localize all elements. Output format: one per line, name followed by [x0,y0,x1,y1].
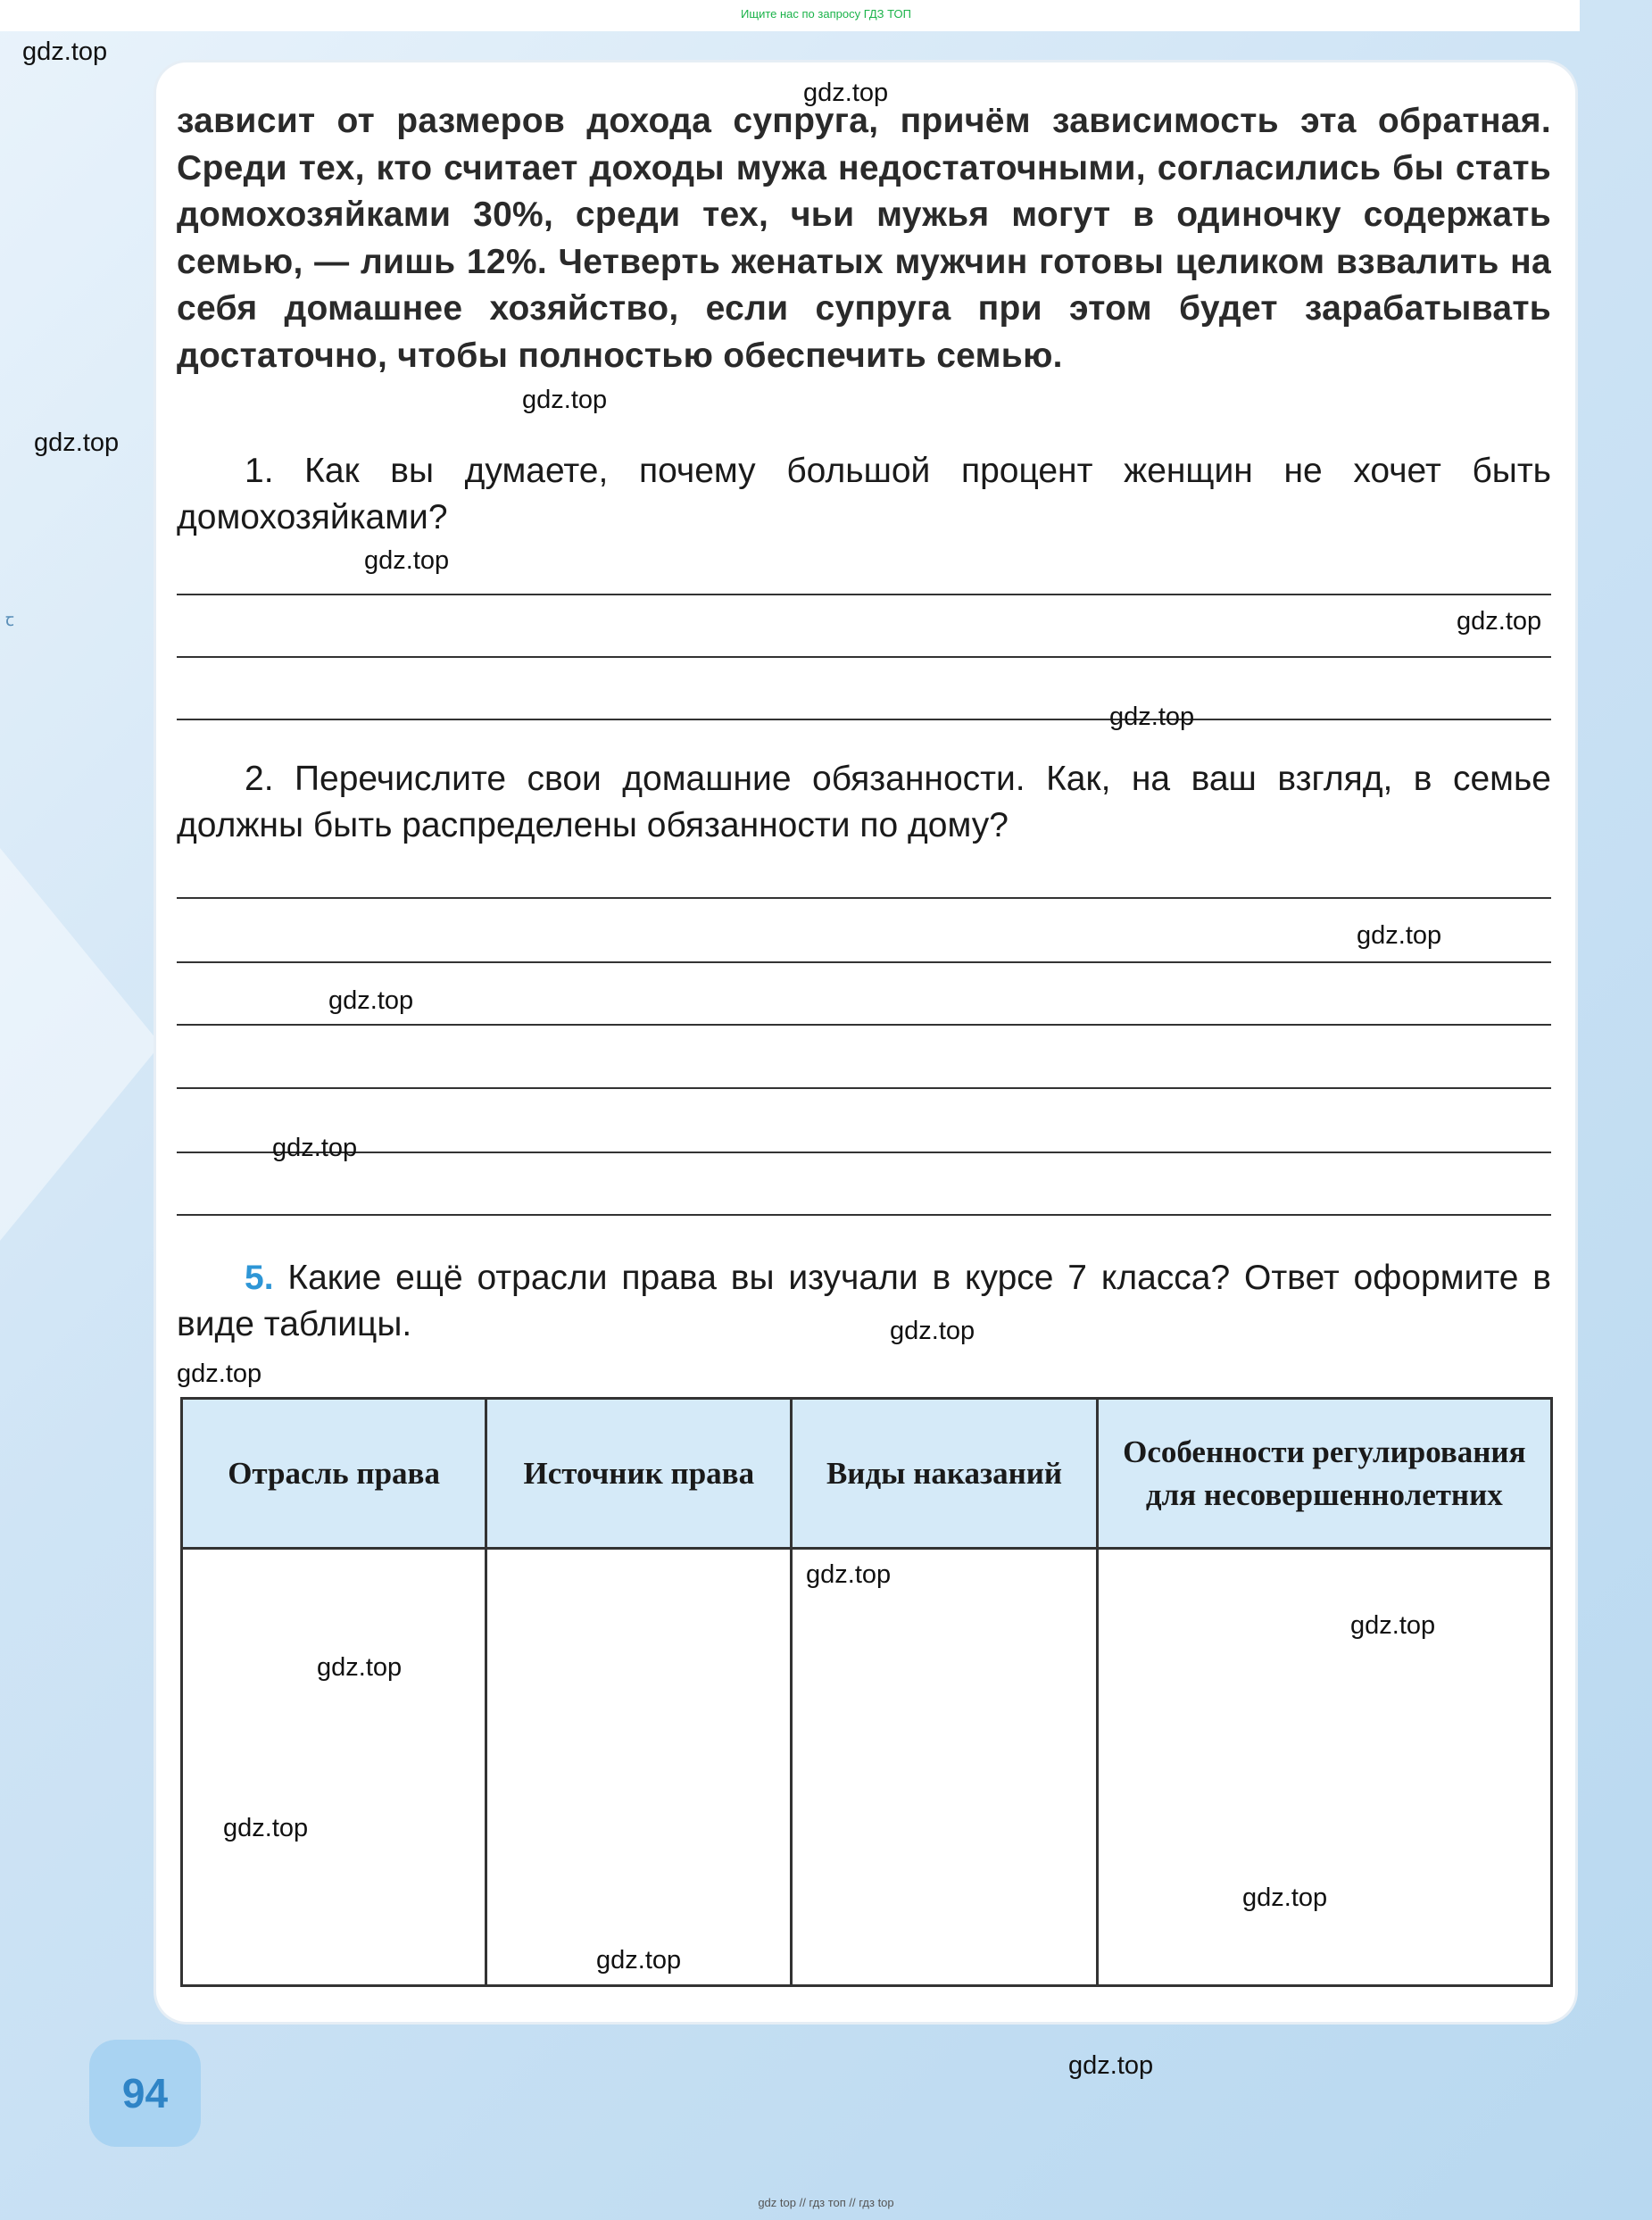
answer-line [177,656,1551,658]
answer-line [177,1087,1551,1089]
intro-paragraph: зависит от размеров дохода супруга, причём зависимость эта обратная. Среди тех, кто считает доходы мужа недостаточными, согласились бы стать домохозяйками 30%, среди тех, чьи мужья могут в одиночку содержать семью, — лишь 12%. Четверть женатых мужчин готовы целиком взвалить на себя домашнее хозяйство, если супруга при этом будет зарабатывать достаточно, чтобы полностью обеспечить семью. [177,102,1551,375]
watermark: gdz.top [1357,921,1442,950]
watermark: gdz.top [803,79,889,107]
watermark: gdz.top [328,986,414,1015]
answer-line [177,961,1551,963]
task-5-number: 5. [245,1259,274,1297]
watermark: gdz.top [596,1946,682,1975]
page-number: 94 [121,2070,169,2116]
answer-line [177,594,1551,595]
watermark: gdz.top [1350,1611,1436,1640]
watermark: gdz.top [223,1814,309,1842]
header-note: Ищите нас по запросу ГДЗ ТОП [741,7,911,21]
watermark: gdz.top [890,1317,975,1345]
watermark: gdz.top [317,1653,403,1682]
table-answer-cell[interactable] [1097,1549,1551,1986]
table-header-cell: Отрасль права [182,1399,486,1549]
task-5 [177,1255,1551,1348]
table-answer-cell[interactable] [792,1549,1097,1986]
answer-line [177,897,1551,899]
watermark: gdz.top [1242,1883,1328,1912]
watermark: gdz.top [1068,2051,1154,2080]
table-answer-cell[interactable] [486,1549,792,1986]
watermark: gdz.top [364,546,450,575]
answer-table [180,1397,1553,1987]
task-5-text: Какие ещё отрасли права вы изучали в курсе 7 класса? Ответ оформите в виде таблицы. [177,1259,1551,1343]
question-2: 2. Перечислите свои домашние обязанности. Как, на ваш взгляд, в семье должны быть распределены обязанности по дому? [177,760,1551,844]
table-header-row [182,1399,1552,1549]
answer-line [177,1214,1551,1216]
decorative-triangle [0,848,161,1241]
watermark: gdz.top [806,1560,892,1589]
watermark: gdz.top [272,1134,358,1162]
table-header-cell: Особенности регулирования для несовершеннолетних [1097,1399,1551,1549]
watermark: gdz.top [22,37,108,66]
question-1: 1. Как вы думаете, почему большой процент женщин не хочет быть домохозяйками? [177,452,1551,536]
answer-line [177,1152,1551,1153]
watermark: gdz.top [177,1359,262,1388]
page-number-badge [89,2040,201,2147]
answer-line [177,1024,1551,1026]
watermark: gdz.top [522,386,608,414]
watermark: gdz.top [34,428,120,457]
table-header-cell: Источник права [486,1399,792,1549]
table-row [182,1549,1552,1986]
watermark: gdz.top [1457,607,1542,636]
footer-note: gdz top // гдз топ // гдз top [758,2196,894,2209]
table-header-cell: Виды наказаний [792,1399,1097,1549]
answer-line [177,719,1551,720]
watermark: gdz.top [1109,703,1195,731]
margin-mark: ꞇ [5,611,14,630]
table-answer-cell[interactable] [182,1549,486,1986]
